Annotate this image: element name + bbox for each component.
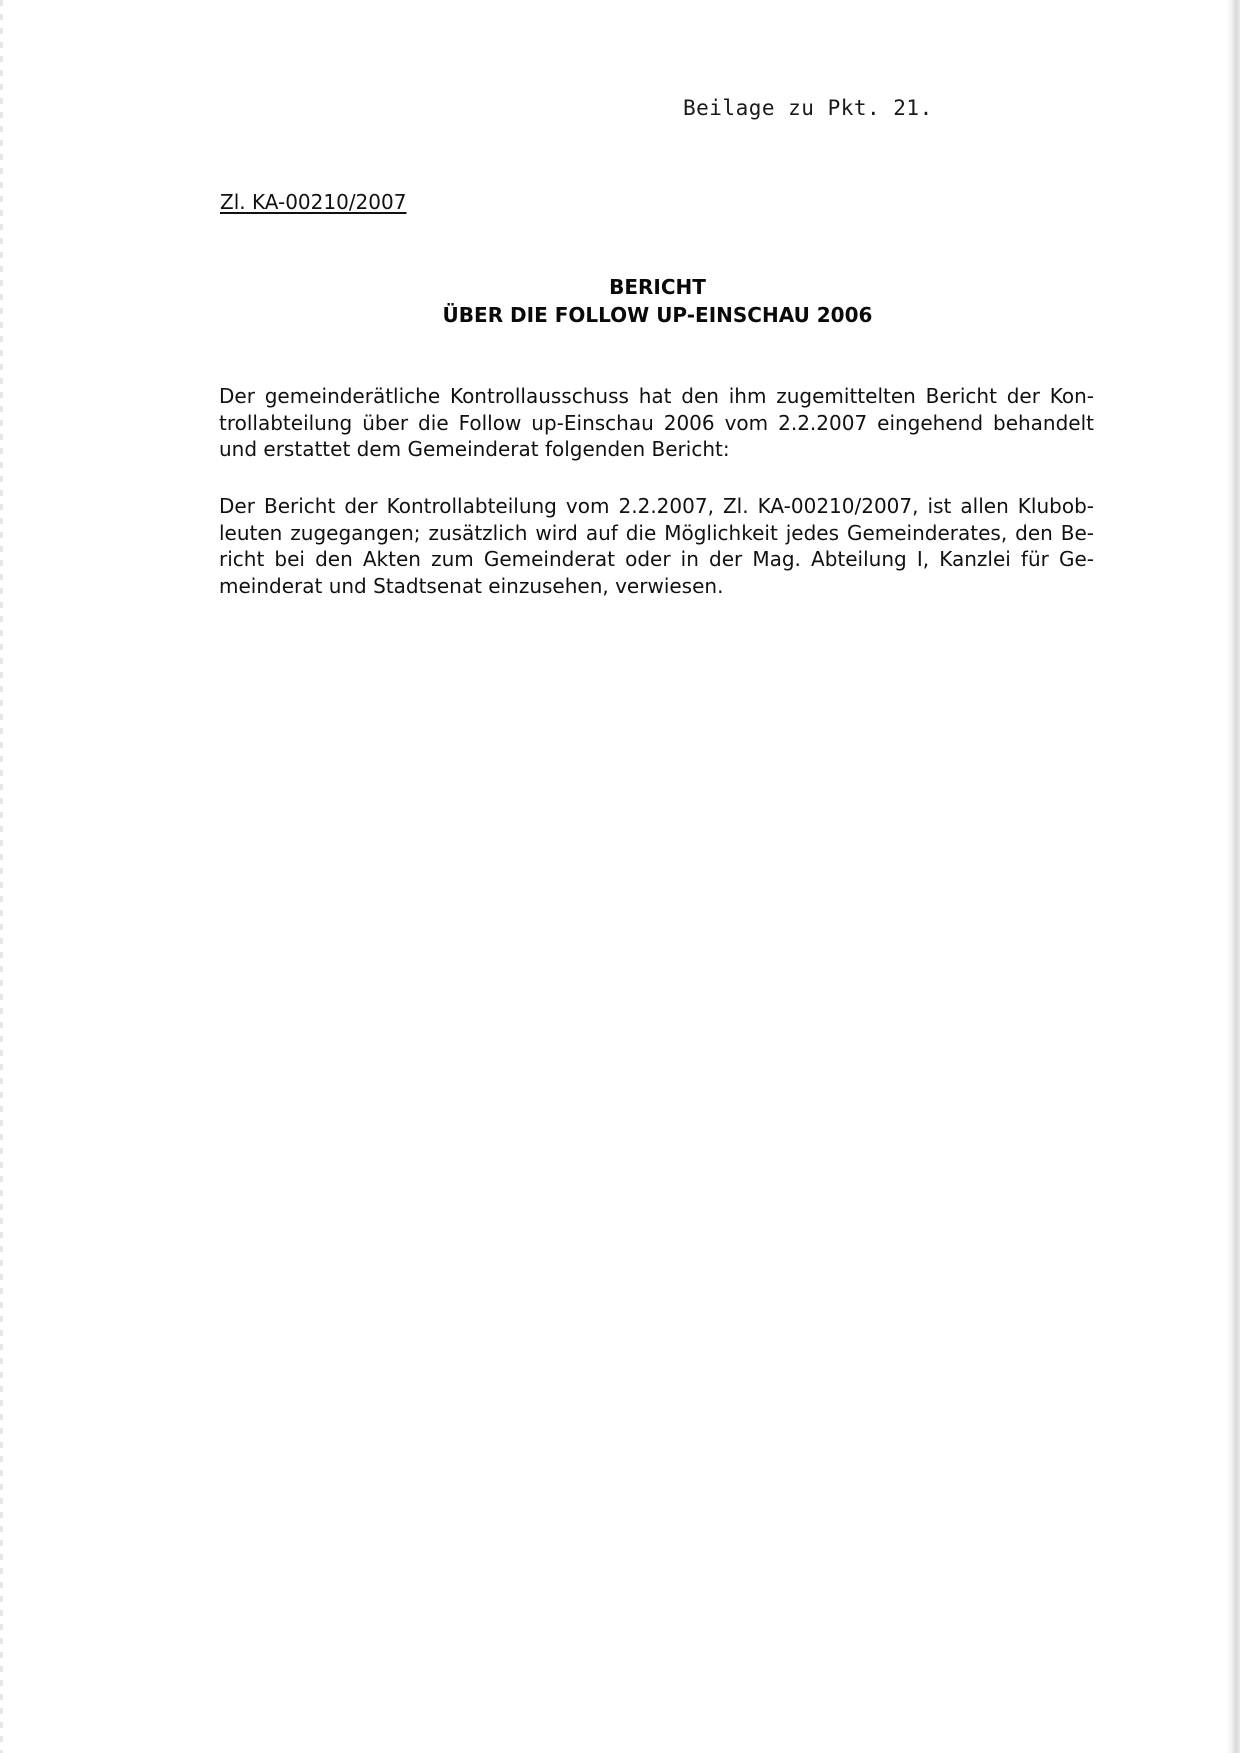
- scan-edge-left: [0, 0, 3, 1753]
- file-number: Zl. KA-00210/2007: [220, 190, 407, 214]
- scan-edge-right: [1226, 0, 1240, 1753]
- paragraph-1-line: Der gemeinderätliche Kontrollausschuss hat den ihm zugemittelten Bericht der Kon-: [219, 384, 1094, 408]
- document-title: [220, 273, 1095, 329]
- paragraph-1-line: und erstattet dem Gemeinderat folgenden Bericht:: [219, 437, 730, 461]
- paragraph-1: [219, 383, 1094, 463]
- paragraph-2-line: meinderat und Stadtsenat einzusehen, verwiesen.: [219, 573, 724, 598]
- paragraph-2: [219, 493, 1094, 599]
- paragraph-2-line: richt bei den Akten zum Gemeinderat oder in der Mag. Abteilung I, Kanzlei für Ge-: [219, 547, 1094, 571]
- paragraph-2-line: Der Bericht der Kontrollabteilung vom 2.2.2007, Zl. KA-00210/2007, ist allen Klubob-: [219, 494, 1094, 518]
- title-line-1: BERICHT: [609, 275, 706, 299]
- title-line-2: ÜBER DIE FOLLOW UP-EINSCHAU 2006: [442, 303, 873, 327]
- attachment-note: Beilage zu Pkt. 21.: [683, 96, 933, 120]
- paragraph-2-line: leuten zugegangen; zusätzlich wird auf die Möglichkeit jedes Gemeinderates, den Be-: [219, 520, 1094, 545]
- paragraph-1-line: trollabteilung über die Follow up-Einschau 2006 vom 2.2.2007 eingehend behandelt: [219, 410, 1094, 435]
